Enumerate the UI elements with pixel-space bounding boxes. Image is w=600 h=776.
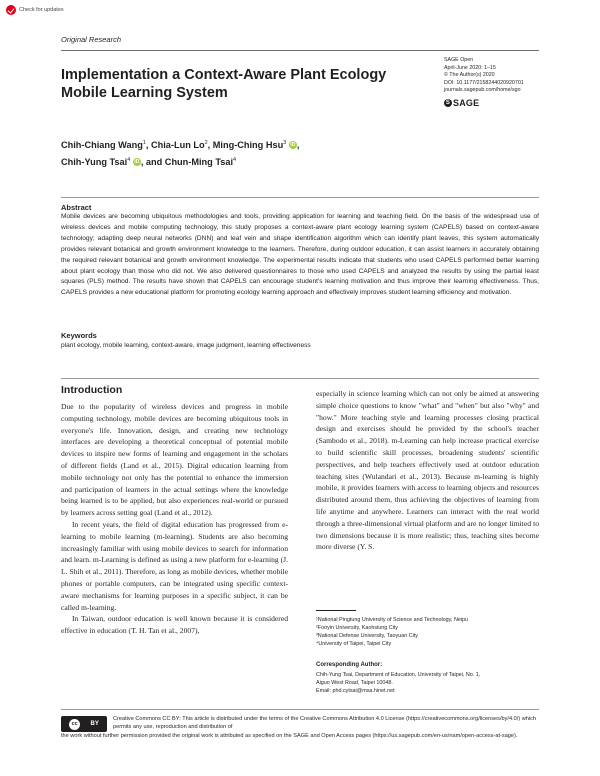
paragraph: In recent years, the field of digital education has progressed from e-learning to mobile learning (m-learning). Students are also becoming increasingly familiar with using mobile devices to search for information and learn. m-Learning is defined as using a new platform for e-learning (J. L. Shih et al., 2011). Therefore, as long as mobile devices, whether mobile phones or portable computers, can be integrated using specific context-aware mechanisms for learning purposes in a specific subject, it can be called m-learning. (61, 519, 288, 612)
body-column-right (316, 388, 539, 553)
affiliation-item: ²Fooyin University, Kaohsiung City (316, 625, 398, 631)
corresponding-author (316, 671, 539, 695)
affiliation-item: ¹National Pingtung University of Science and Technology, Neipu (316, 617, 469, 623)
license-divider (61, 709, 539, 710)
sage-logo-text: SAGE (453, 98, 480, 108)
license-text-continued: the work without further permission provided the original work is attributed as specified on the SAGE and Open Access pages (https://us.sagepub.com/en-us/nam/open-access-at-sage). (61, 733, 518, 739)
orcid-icon[interactable]: iD (134, 159, 140, 166)
corresponding-line: Chih-Yung Tsai, Department of Education, University of Taipei, No. 1, (316, 672, 481, 678)
author-affiliation-mark: 3 (283, 140, 287, 146)
corresponding-author-heading: Corresponding Author: (316, 662, 383, 668)
affiliation-item: ³National Defense University, Taoyuan City (316, 633, 418, 639)
cc-symbol: cc (69, 719, 80, 730)
journal-doi[interactable]: DOI: 10.1177/2158244020920701 (444, 79, 524, 86)
abstract-divider (61, 197, 539, 198)
author-name: Chih-Chiang Wang (61, 140, 143, 151)
keywords-heading: Keywords (61, 331, 97, 340)
author-list: Chih-Chiang Wang$^1$, Chia-Lun Lo$^2$, Ming-Ching Hsu$^3$ iD , Chih-Yung Tsai$^4$ iD , and Chun-Ming Tsai$^4$ (61, 140, 300, 168)
paragraph: In Taiwan, outdoor education is well known because it is considered effective in education (T. H. Tan et al., 2007), (61, 614, 288, 636)
footnote-rule (316, 610, 356, 611)
author-affiliation-mark: 4 (233, 157, 237, 164)
journal-url[interactable]: journals.sagepub.com/home/sgo (444, 87, 521, 93)
paragraph: Due to the popularity of wireless devices and progress in mobile computing technology, mobile devices are becoming ubiquitous tools in everyone's life. Innovation, design, and creating new technology interfaces are developing a theoretical conceptual of potential mobile devices to inspire new forms of learning and engagement in the scholars of different fields (Land et al., 2015). Digital education learning from mobile technology not only has the potential to enhance the immersion and participation of learners in the actual settings where the knowledge being learned is to be applied, but also experiences real-world or pursued by learners across setting goal (Land et al., 2012). (61, 402, 288, 518)
journal-copyright: © The Author(s) 2020 (444, 72, 495, 78)
journal-issue: April-June 2020: 1–15 (444, 64, 496, 71)
license-text: Creative Commons CC BY: This article is distributed under the terms of the Creative Commons Attribution 4.0 License (https://creativecommons.org/licenses/by/4.0/) which permits any use, reproduction and distribution of (113, 716, 537, 731)
author-name: Chia-Lun Lo (151, 140, 205, 151)
sage-logo (444, 98, 479, 108)
check-updates-label: Check for updates (19, 7, 64, 13)
author-affiliation-mark: 2 (204, 140, 208, 146)
top-divider (61, 50, 539, 51)
affiliations (316, 616, 539, 648)
article-title: Implementation a Context-Aware Plant Ecology Mobile Learning System (61, 67, 387, 101)
orcid-icon[interactable]: iD (290, 142, 296, 149)
author-name: Chih-Yung Tsai (61, 157, 128, 168)
abstract-text: Mobile devices are becoming ubiquitous methodologies and tools, providing application for learning and teaching field. On the basis of the widespread use of wireless devices and mobile computing technology, this study proposes a context-aware plant ecology learning system (CAPELS) based on context-aware technology; adapting deep neural networks (DNN) and leaf vein and shape identification algorithm which can identify plant leaves, this system automatically provides relevant botanical and growth environment knowledge to the learners. Therefore, during outdoor education, it can assist learners in accurately obtaining the required relevant botanical and growth environment knowledge. The experimental results indicate that students who used CAPELS performed better learning about plant ecology than those who did not. We also delivered questionnaires to those who used CAPELS and analyzed the results by using the partial least squares (PLS) method. The results have shown that CAPELS can encourage student's learning motivation and thus improve their learning effectiveness. Thus, CAPELS provides a new educational platform for promoting ecology learning approach and effectively improves student learning efficiency and motivation. (61, 213, 539, 297)
introduction-heading: Introduction (61, 384, 123, 396)
by-symbol: BY (90, 721, 99, 727)
check-updates-icon (6, 5, 16, 15)
author-name: Ming-Ching Hsu (212, 140, 284, 151)
body-column-left (61, 401, 288, 637)
author-name: and Chun-Ming Tsai (145, 157, 234, 168)
affiliation-item: ⁴University of Taipei, Taipei City (316, 641, 392, 647)
journal-info (444, 57, 524, 95)
check-for-updates-badge[interactable] (6, 5, 64, 15)
section-label: Original Research (61, 35, 122, 44)
body-divider (61, 378, 539, 379)
creative-commons-icon[interactable] (61, 716, 107, 732)
paragraph: especially in science learning which can not only be aimed at answering simple choice questions to know "what" and "when" but also "why" and "how." More teaching style and learning processes closing practical design and exercises should be provided by the school's teacher (Sambodo et al., 2018). m-Learning can help increase practical exercise to build scientific skill processes, broadening students' scientific perspectives, and help teachers effectively used at outdoor education teaching sites (Wulandari et al., 2013). Because m-learning is highly mobile, it provides learners with access to learning objects and resources distributed around them, thus achieving the objectives of learning from life anytime and anywhere. Learners can interact with the real world through a three-dimensional virtual platform and are no longer limited to two dimensions because it is more realistic; thus, teaching sites become more diverse (Y. S. (316, 389, 539, 552)
corresponding-line: Aiguo West Road, Taipei 10048. (316, 680, 393, 686)
abstract-heading: Abstract (61, 203, 92, 212)
corresponding-email[interactable]: Email: phd.cytsai@msa.hinet.net (316, 688, 395, 694)
author-affiliation-mark: 1 (142, 140, 146, 146)
sage-logo-icon: S (445, 100, 451, 106)
author-affiliation-mark: 4 (127, 157, 131, 164)
keywords-text: plant ecology, mobile learning, context-aware, image judgment, learning effectiveness (61, 342, 311, 349)
journal-name: SAGE Open (444, 57, 474, 63)
